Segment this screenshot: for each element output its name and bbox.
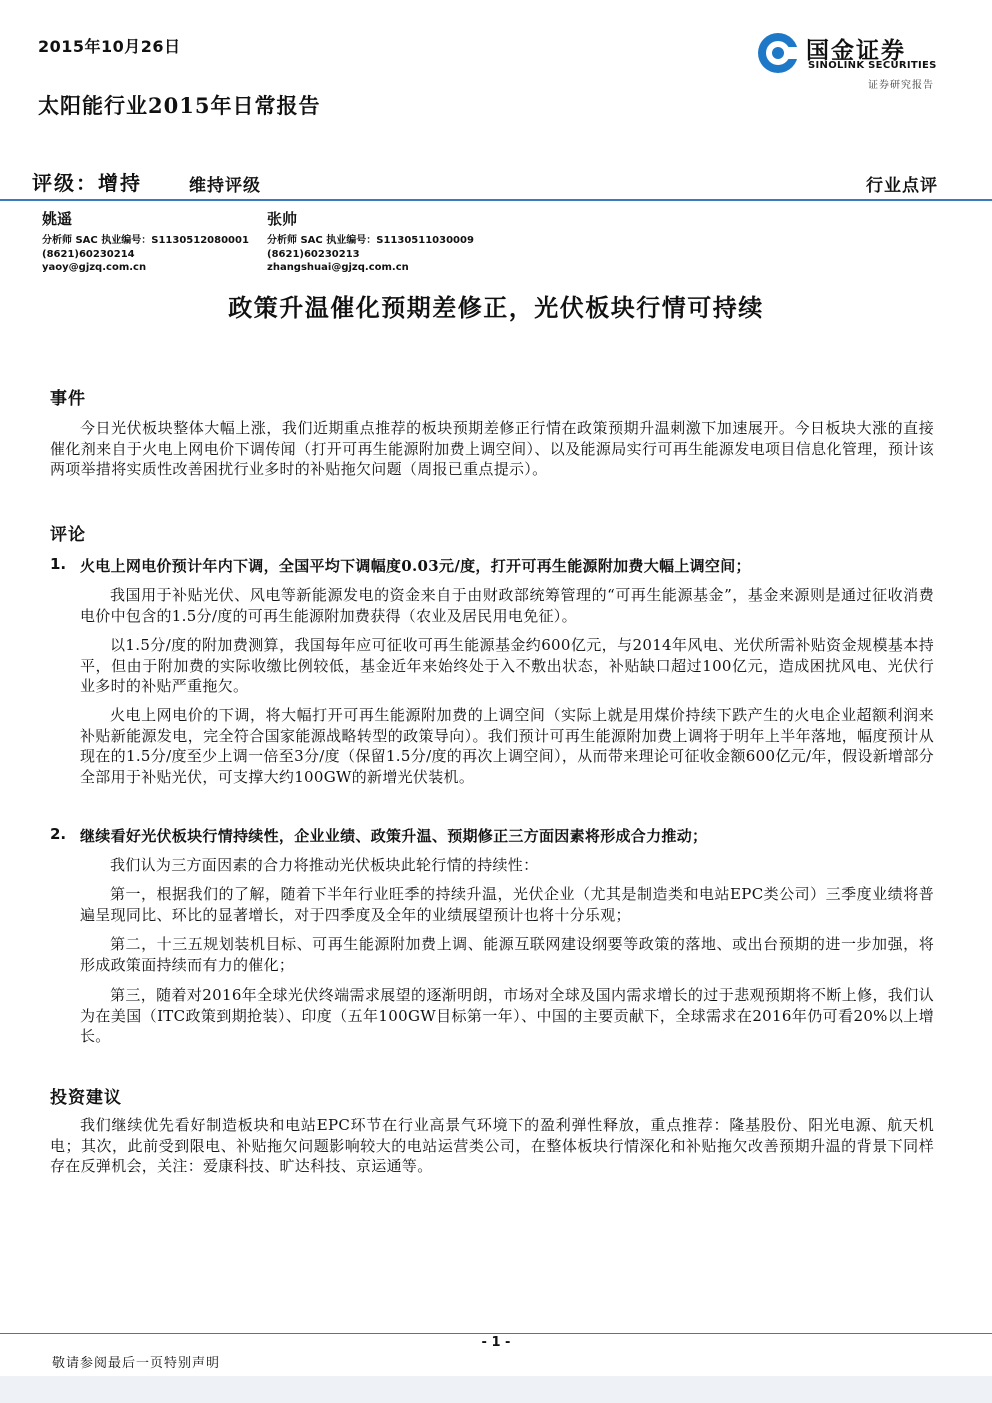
report-date: 2015年10月26日	[38, 37, 181, 56]
report-headline: 政策升温催化预期差修正，光伏板块行情可持续	[228, 293, 764, 322]
logo-cn-name: 国金证券	[806, 38, 906, 64]
logo-subtitle: 证券研究报告	[868, 80, 934, 91]
page-number: - 1 -	[481, 1335, 511, 1350]
advice-paragraph: 我们继续优先看好制造板块和电站EPC环节在行业高景气环境下的盈利弹性释放，重点推荐：隆基股份、阳光电源、航天机电；其次，此前受到限电、补贴拖欠问题影响较大的电站运营类公司，在整体板块行情深化和补贴拖欠改善预期升温的背景下同样存在反弹机会，关注：爱康科技、旷达科技、京运通等。	[50, 1116, 934, 1175]
report-series-title: 太阳能行业2015年日常报告	[38, 93, 321, 118]
comment-item-1-para-1: 我国用于补贴光伏、风电等新能源发电的资金来自于由财政部统筹管理的“可再生能源基金”，基金来源则是通过征收消费电价中包含的1.5分/度的可再生能源附加费获得（农业及居民用电免征）。	[80, 586, 934, 625]
comment-item-2-para-4: 第三，随着对2016年全球光伏终端需求展望的逐渐明朗，市场对全球及国内需求增长的过于悲观预期将不断上修，我们认为在美国（ITC政策到期抢装）、印度（五年100GW目标第一年）、中国的主要贡献下，全球需求在2016年仍可看20%以上增长。	[80, 986, 934, 1045]
item-number: 2.	[50, 825, 67, 843]
comment-item-1-title: 火电上网电价预计年内下调，全国平均下调幅度0.03元/度，打开可再生能源附加费大幅上调空间；	[80, 557, 751, 575]
analyst-email[interactable]: yaoy@gjzq.com.cn	[42, 262, 147, 273]
comment-item-2-para-2: 第一，根据我们的了解，随着下半年行业旺季的持续升温，光伏企业（尤其是制造类和电站EPC类公司）三季度业绩将普遍呈现同比、环比的显著增长，对于四季度及全年的业绩展望预计也将十分乐观；	[80, 885, 934, 924]
header-divider	[0, 199, 992, 201]
analyst-email[interactable]: zhangshuai@gjzq.com.cn	[267, 262, 409, 273]
bottom-band	[0, 1376, 992, 1403]
comment-item-1-para-2: 以1.5分/度的附加费测算，我国每年应可征收可再生能源基金约600亿元，与2014年风电、光伏所需补贴资金规模基本持平，但由于附加费的实际收缴比例较低，基金近年来始终处于入不敷出状态，补贴缺口超过100亿元，造成困扰风电、光伏行业多时的补贴严重拖欠。	[80, 636, 934, 695]
sinolink-logo-icon	[756, 31, 800, 75]
rating-label: 评级：增持	[32, 171, 142, 195]
section-title-comment: 评论	[50, 525, 86, 545]
footer-disclaimer: 敬请参阅最后一页特别声明	[52, 1356, 221, 1371]
comment-item-2-title: 继续看好光伏板块行情持续性，企业业绩、政策升温、预期修正三方面因素将形成合力推动；	[80, 827, 708, 845]
section-title-advice: 投资建议	[50, 1088, 122, 1108]
item-number: 1.	[50, 555, 67, 573]
comment-item-2-para-1: 我们认为三方面因素的合力将推动光伏板块此轮行情的持续性：	[110, 856, 539, 874]
analyst-card	[267, 208, 474, 275]
analyst-card	[42, 208, 249, 275]
analyst-name: 姚遥	[42, 210, 73, 228]
rating-row	[32, 167, 938, 197]
analyst-phone: (8621)60230213	[267, 248, 360, 260]
company-logo	[756, 31, 946, 91]
comment-item-2-para-3: 第二，十三五规划装机目标、可再生能源附加费上调、能源互联网建设纲要等政策的落地、或出台预期的进一步加强，将形成政策面持续而有力的催化；	[80, 935, 934, 974]
rating-sub: 维持评级	[189, 176, 261, 196]
comment-item-1-para-3: 火电上网电价的下调，将大幅打开可再生能源附加费的上调空间（实际上就是用煤价持续下跌产生的火电企业超额利润来补贴新能源发电，完全符合国家能源战略转型的政策导向）。我们预计可再生能源附加费上调将于明年上半年落地，幅度预计从现在的1.5分/度至少上调一倍至3分/度（保留1.5分/度的再次上调空间），从而带来理论可征收金额600亿元/年，假设新增部分全部用于补贴光伏，可支撑大约100GW的新增光伏装机。	[80, 706, 934, 786]
analyst-id: 分析师 SAC 执业编号：S1130512080001	[42, 235, 249, 246]
analyst-id: 分析师 SAC 执业编号：S1130511030009	[267, 235, 474, 246]
logo-en-name: SINOLINK SECURITIES	[808, 60, 937, 71]
analyst-phone: (8621)60230214	[42, 248, 135, 260]
event-paragraph: 今日光伏板块整体大幅上涨，我们近期重点推荐的板块预期差修正行情在政策预期升温刺激下加速展开。今日板块大涨的直接催化剂来自于火电上网电价下调传闻（打开可再生能源附加费上调空间）、以及能源局实行可再生能源发电项目信息化管理，预计该两项举措将实质性改善困扰行业多时的补贴拖欠问题（周报已重点提示）。	[50, 419, 934, 478]
footer-divider	[0, 1333, 992, 1334]
report-category: 行业点评	[866, 176, 938, 196]
section-title-event: 事件	[50, 389, 86, 409]
analyst-name: 张帅	[267, 210, 298, 228]
